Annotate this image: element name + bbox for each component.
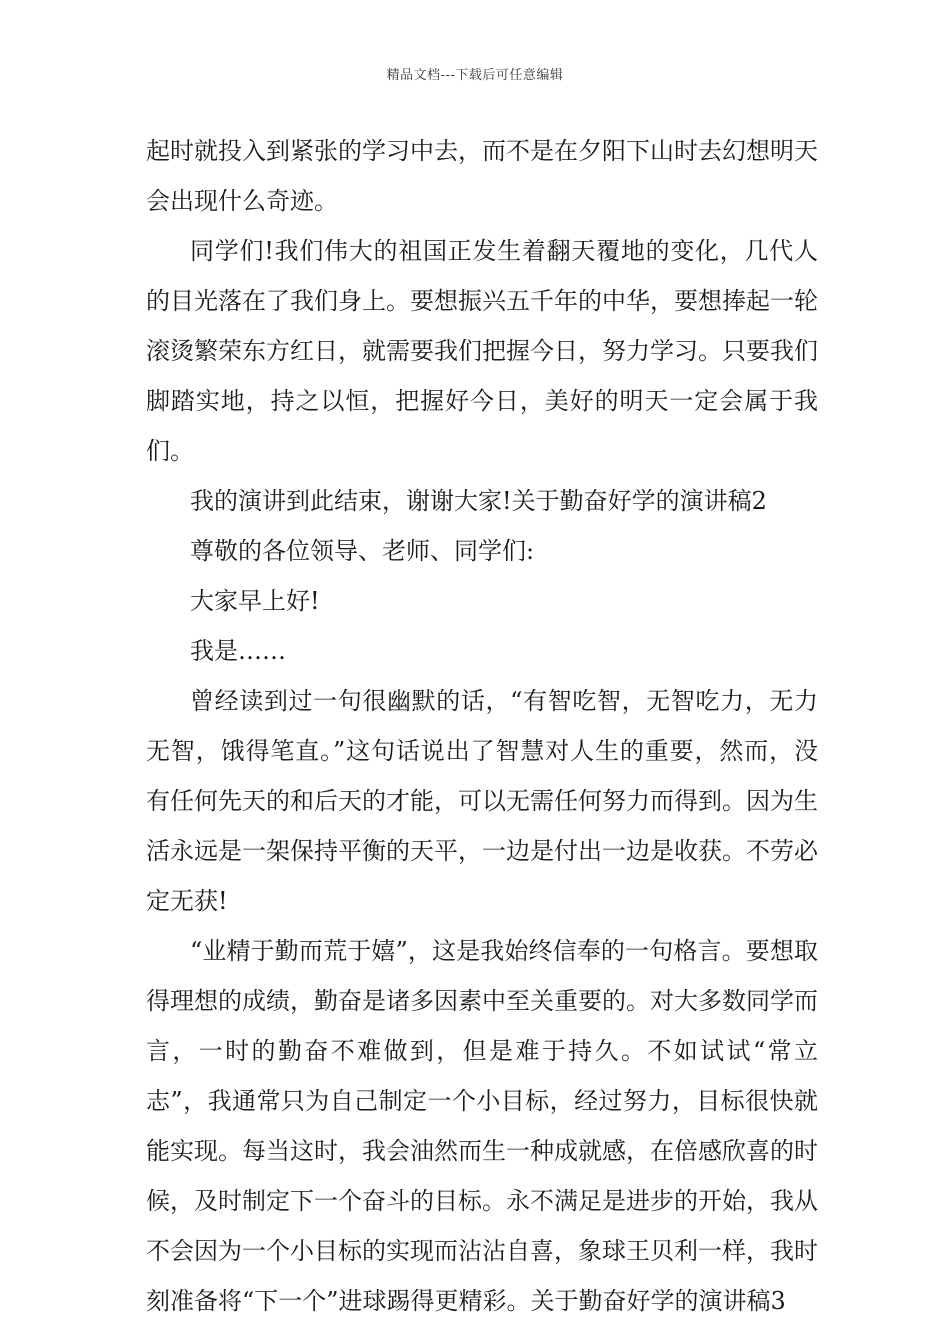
paragraph-classmates: 同学们!我们伟大的祖国正发生着翻天覆地的变化，几代人的目光落在了我们身上。要想振兴五千年的中华，要想捧起一轮滚烫繁荣东方红日，就需要我们把握今日，努力学习。只要我们脚踏实地，持之以恒，把握好今日，美好的明天一定会属于我们。: [146, 237, 818, 465]
paragraph-salutation: 尊敬的各位领导、老师、同学们:: [190, 537, 535, 565]
paragraph-motto: “业精于勤而荒于嬉”，这是我始终信奉的一句格言。要想取得理想的成绩，勤奋是诸多因素中至关重要的。对大多数同学而言，一时的勤奋不难做到，但是难于持久。不如试试“常立志”，我通常只为自己制定一个小目标，经过努力，目标很快就能实现。每当这时，我会油然而生一种成就感，在倍感欣喜的时候，及时制定下一个奋斗的目标。永不满足是进步的开始，我从不会因为一个小目标的实现而沾沾自喜，象球王贝利一样，我时刻准备将“下一个”进球踢得更精彩。关于勤奋好学的演讲稿3: [146, 937, 818, 1315]
paragraph-quote: 曾经读到过一句很幽默的话，“有智吃智，无智吃力，无力无智，饿得笔直。”这句话说出了智慧对人生的重要，然而，没有任何先天的和后天的才能，可以无需任何努力而得到。因为生活永远是一架保持平衡的天平，一边是付出一边是收获。不劳必定无获!: [146, 687, 818, 915]
paragraph-speech-end: 我的演讲到此结束，谢谢大家!关于勤奋好学的演讲稿2: [190, 487, 767, 515]
paragraph-greeting: 大家早上好!: [190, 587, 320, 615]
paragraph-introduction: 我是……: [190, 637, 286, 665]
document-body: [146, 126, 818, 1326]
page-header: 精品文档---下载后可任意编辑: [386, 68, 564, 83]
paragraph-continuation: 起时就投入到紧张的学习中去，而不是在夕阳下山时去幻想明天会出现什么奇迹。: [146, 137, 818, 215]
